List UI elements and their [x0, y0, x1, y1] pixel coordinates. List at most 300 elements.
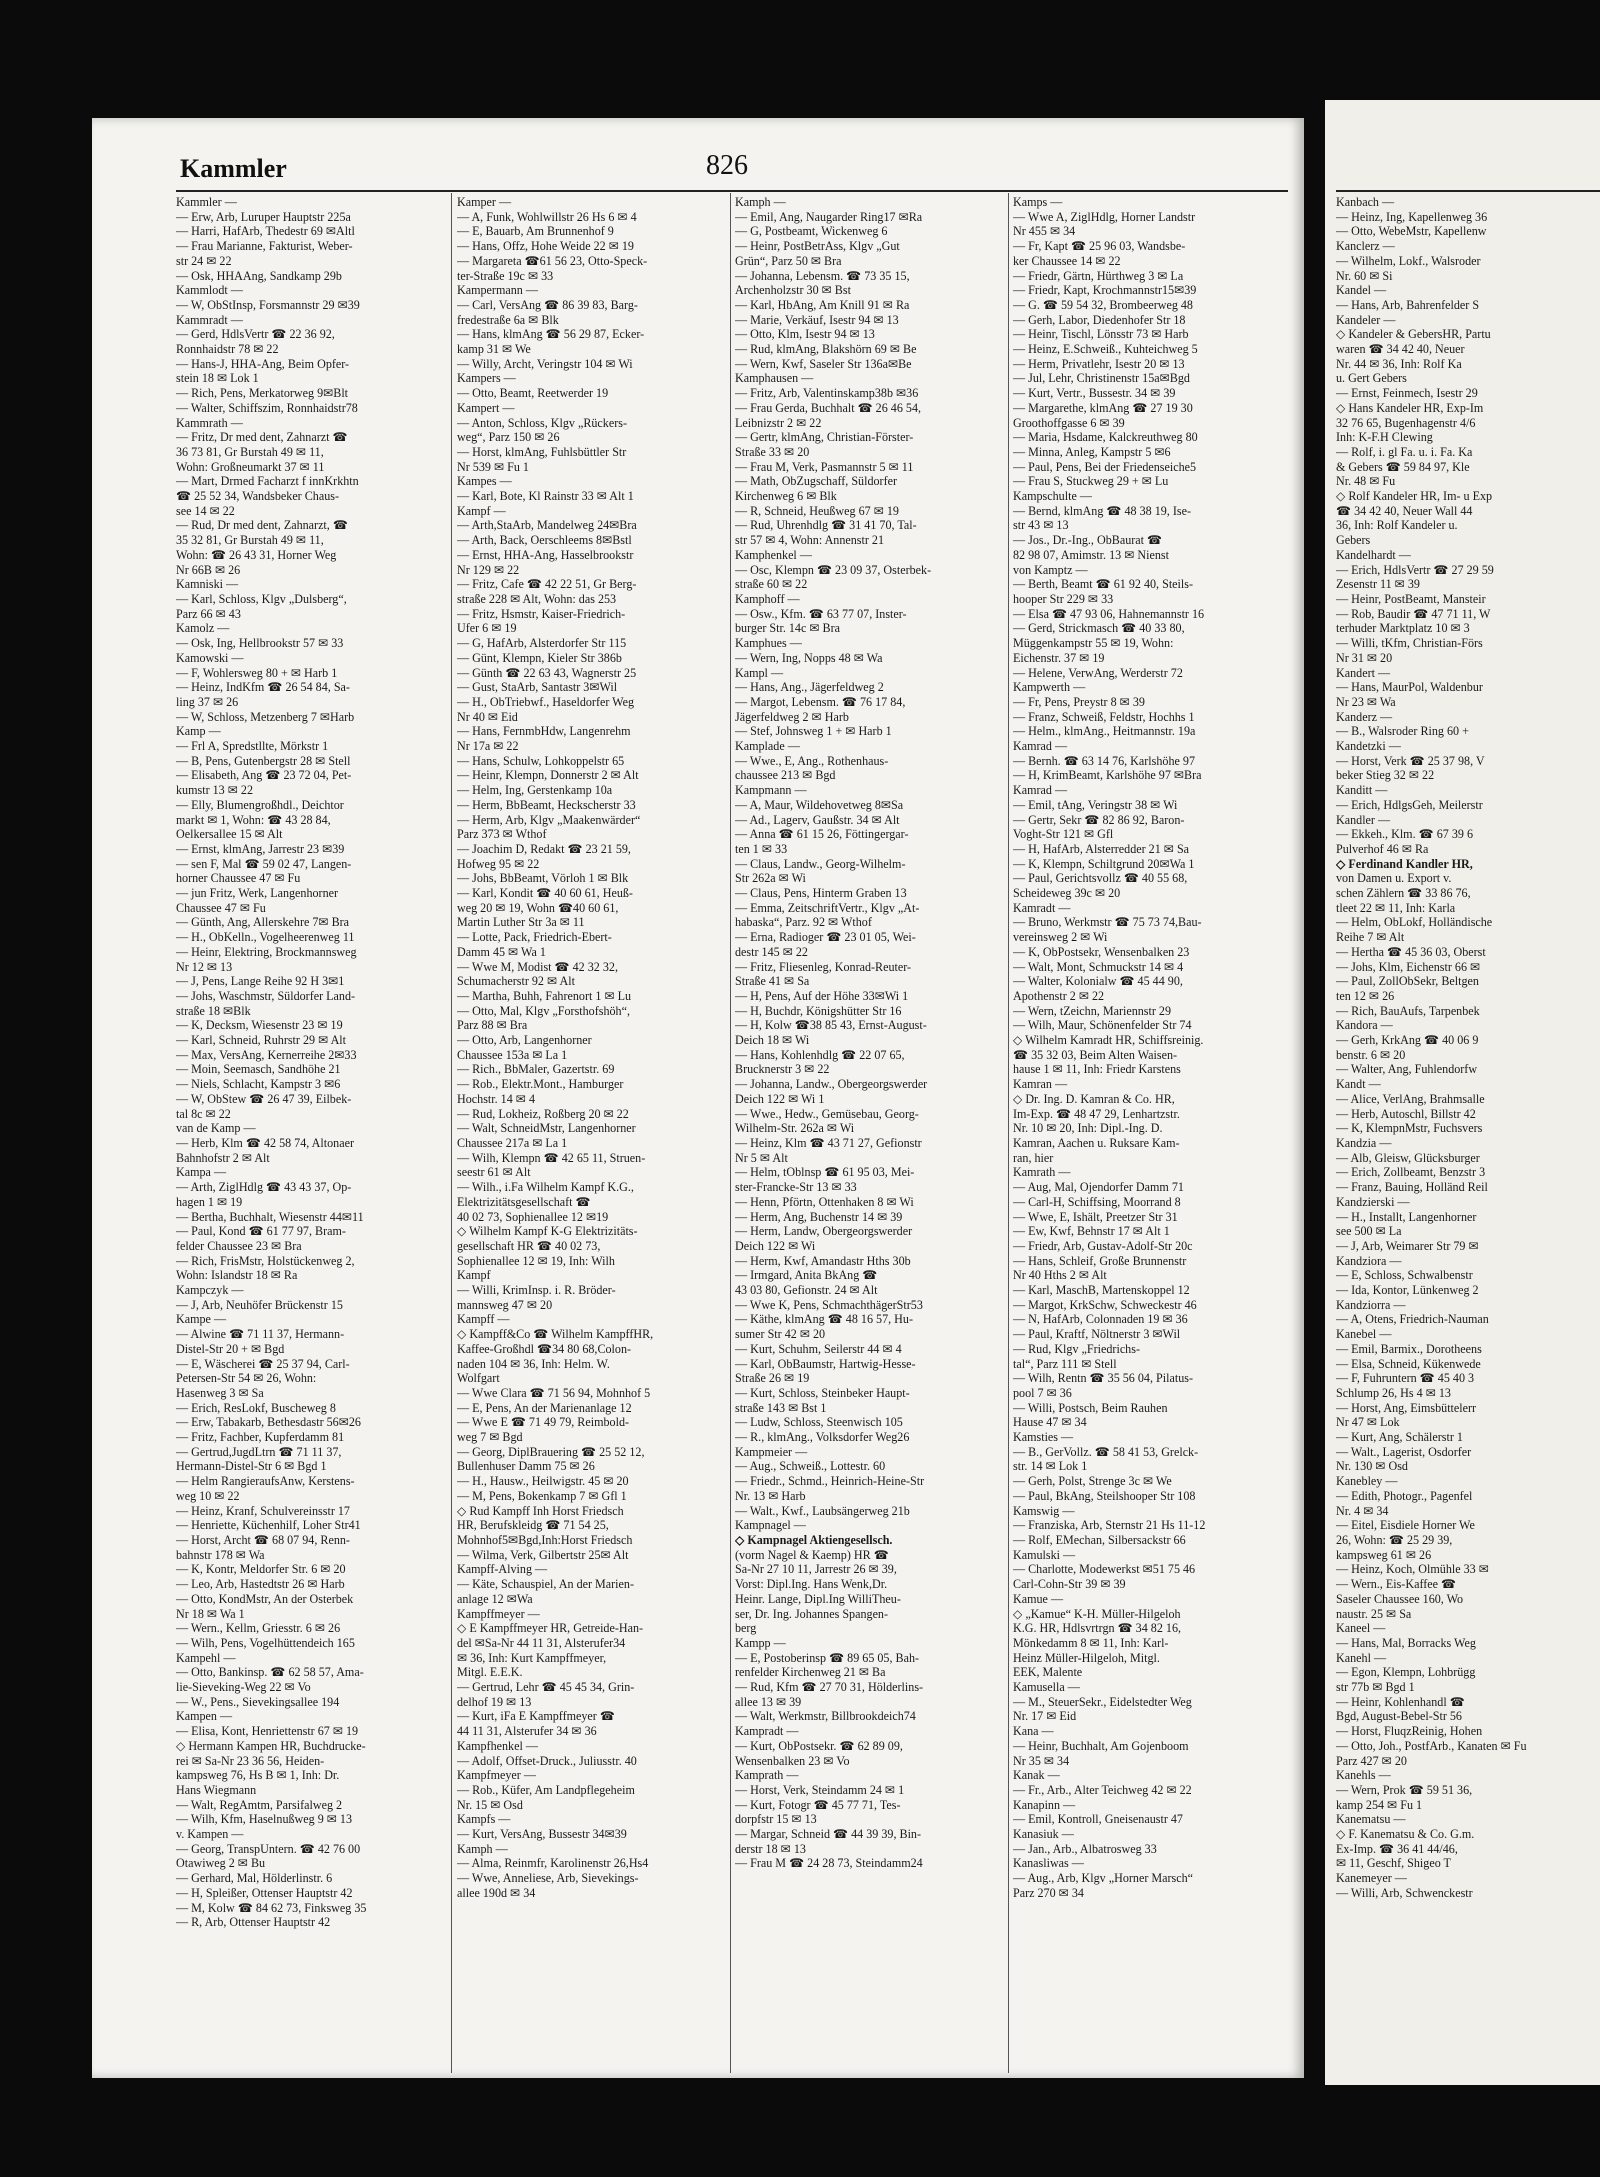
- directory-entry-line: — Willi, Arb, Schwenckestr: [1336, 1885, 1473, 1900]
- directory-entry-line: u. Gert Gebers: [1336, 371, 1407, 386]
- surname-heading: Kandelhardt —: [1336, 547, 1411, 562]
- surname-heading: Kampfs —: [457, 1812, 511, 1827]
- directory-entry-line: tleet 22 ✉ 11, Inh: Karla: [1336, 900, 1456, 915]
- directory-entry-line: Straße 26 ✉ 19: [735, 1371, 810, 1386]
- directory-entry-line: — Carl, VersAng ☎ 86 39 83, Barg-: [457, 297, 638, 312]
- directory-entry-line: — Erich, HdlsVertr ☎ 27 29 59: [1336, 562, 1494, 577]
- directory-entry-line: — Gertr, Sekr ☎ 82 86 92, Baron-: [1013, 812, 1185, 827]
- directory-column-4: [1013, 195, 1285, 2085]
- directory-entry-line: — Erich, ResLokf, Buscheweg 8: [176, 1400, 336, 1415]
- directory-entry-line: — Alb, Gleisw, Glücksburger: [1336, 1150, 1480, 1165]
- directory-entry-line: Ufer 6 ✉ 19: [457, 621, 517, 636]
- directory-entry-line: — Hans, klmAng ☎ 56 29 87, Ecker-: [457, 327, 645, 342]
- surname-heading: Kampers —: [457, 371, 516, 386]
- surname-heading: Kamplade —: [735, 739, 800, 754]
- surname-heading: Kandzia —: [1336, 1136, 1392, 1150]
- directory-entry-line: — Ad., Lagerv, Gaußstr. 34 ✉ Alt: [735, 812, 900, 827]
- directory-entry-line: Martin Luther Str 3a ✉ 11: [457, 915, 585, 930]
- directory-entry-line: Voght-Str 121 ✉ Gfl: [1013, 827, 1114, 842]
- directory-entry-line: — Horst, FluqzReinig, Hohen: [1336, 1724, 1483, 1739]
- surname-heading: Kamran —: [1013, 1077, 1068, 1092]
- directory-entry-line: — J, Arb, Weimarer Str 79 ✉: [1336, 1238, 1479, 1253]
- directory-entry-line: — Erw, Arb, Luruper Hauptstr 225a: [176, 209, 351, 224]
- directory-entry-line: — Wilh., i.Fa Wilhelm Kampf K.G.,: [457, 1180, 634, 1195]
- directory-entry-line: — Helm, ObLokf, Holländische: [1336, 915, 1493, 930]
- directory-entry-line: — Frl A, Spredstllte, Mörkstr 1: [176, 739, 329, 754]
- directory-entry-line: Bahnhofstr 2 ✉ Alt: [176, 1150, 270, 1165]
- directory-entry-line: — Math, ObZugschaff, Süldorfer: [735, 474, 898, 489]
- surname-heading: Kamrath —: [1013, 1165, 1071, 1180]
- directory-entry-line: — Wilma, Verk, Gilbertstr 25✉ Alt: [457, 1547, 629, 1562]
- directory-entry-line: Vorst: Dipl.Ing. Hans Wenk,Dr.: [735, 1577, 888, 1592]
- directory-entry-line: Nr 539 ✉ Fu 1: [457, 459, 529, 474]
- directory-entry-line: ☎ 25 52 34, Wandsbeker Chaus-: [176, 489, 339, 504]
- directory-entry-line: — E, Pens, An der Marienanlage 12: [457, 1400, 632, 1415]
- directory-entry-line: — Wern., Eis-Kaffee ☎: [1336, 1577, 1457, 1592]
- directory-entry-line: — Jos., Dr.-Ing., ObBaurat ☎: [1013, 533, 1163, 548]
- directory-entry-line: Nr 129 ✉ 22: [457, 562, 520, 577]
- surname-heading: Kamps —: [1013, 195, 1063, 209]
- directory-entry-line: Nr. 44 ✉ 36, Inh: Rolf Ka: [1336, 356, 1462, 371]
- directory-entry-line: — Berth, Beamt ☎ 61 92 40, Steils-: [1013, 577, 1193, 592]
- directory-entry-line: Nr 40 ✉ Eid: [457, 709, 518, 724]
- directory-entry-line: — Heinr, PostBetrAss, Klgv „Gut: [735, 239, 900, 254]
- directory-entry-line: Parz 66 ✉ 43: [176, 606, 241, 621]
- directory-entry-line: — Fritz, Hsmstr, Kaiser-Friedrich-: [457, 606, 626, 621]
- directory-entry-line: felder Chaussee 23 ✉ Bra: [176, 1238, 302, 1253]
- surname-heading: Kampp —: [735, 1635, 786, 1650]
- directory-entry-line: — H, Pens, Auf der Höhe 33✉Wi 1: [735, 988, 909, 1003]
- directory-entry-line: Nr. 17 ✉ Eid: [1013, 1709, 1077, 1724]
- directory-entry-line: — Gertr, klmAng, Christian-Förster-: [735, 430, 914, 445]
- directory-entry-line: — Herm, Ang, Buchenstr 14 ✉ 39: [735, 1209, 903, 1224]
- surname-heading: Kamradt —: [1013, 900, 1071, 915]
- directory-entry-line: str 24 ✉ 22: [176, 253, 232, 268]
- directory-entry-line: — Frau M ☎ 24 28 73, Steindamm24: [735, 1856, 923, 1871]
- directory-entry-line: — Wern., Kellm, Griesstr. 6 ✉ 26: [176, 1621, 341, 1636]
- surname-heading: Kampczyk —: [176, 1283, 244, 1298]
- directory-entry-line: ◇ Wilhelm Kampf K-G Elektrizitäts-: [457, 1224, 638, 1239]
- directory-entry-line: — K, ObPostsekr, Wensenbalken 23: [1013, 944, 1190, 959]
- directory-entry-line: ✉ 36, Inh: Kurt Kampffmeyer,: [457, 1650, 607, 1665]
- directory-entry-line: — Charlotte, Modewerkst ✉51 75 46: [1013, 1562, 1196, 1577]
- directory-entry-line: Kaffee-Großhdl ☎34 80 68,Colon-: [457, 1341, 632, 1356]
- directory-entry-line: straße 143 ✉ Bst 1: [735, 1400, 827, 1415]
- directory-entry-line: — Paul, Gerichtsvollz ☎ 40 55 68,: [1013, 871, 1188, 886]
- directory-entry-line: — Osk, Ing, Hellbrookstr 57 ✉ 33: [176, 636, 344, 651]
- directory-entry-line: — Heinr, Tischl, Lönsstr 73 ✉ Harb: [1013, 327, 1189, 342]
- directory-entry-line: K.G. HR, Hdlsvrtrgn ☎ 34 82 16,: [1013, 1621, 1182, 1636]
- surname-heading: Kampert —: [457, 400, 515, 415]
- directory-entry-line: str. 14 ✉ Lok 1: [1013, 1459, 1088, 1474]
- directory-entry-line: kampsweg 61 ✉ 26: [1336, 1547, 1432, 1562]
- directory-entry-line: — W, ObStInsp, Forsmannstr 29 ✉39: [176, 297, 360, 312]
- directory-entry-line: Apothenstr 2 ✉ 22: [1013, 988, 1105, 1003]
- directory-entry-line: — Helm, Ing, Gerstenkamp 10a: [457, 783, 613, 798]
- surname-heading: Kanderz —: [1336, 709, 1393, 724]
- directory-entry-line: — Otto, Beamt, Reetwerder 19: [457, 386, 609, 401]
- surname-heading: Kamphenkel —: [735, 547, 812, 562]
- directory-entry-line: — Wern, Kwf, Saseler Str 136a✉Be: [735, 356, 912, 371]
- directory-entry-line: — Fritz, Arb, Valentinskamp38b ✉36: [735, 386, 919, 401]
- directory-entry-line: Deich 122 ✉ Wi: [735, 1238, 816, 1253]
- column-divider: [451, 193, 452, 2073]
- directory-entry-line: — Heinz, Koch, Olmühle 33 ✉: [1336, 1562, 1489, 1577]
- directory-entry-line: — Herm, Privatlehr, Isestr 20 ✉ 13: [1013, 356, 1185, 371]
- surname-heading: Kanclerz —: [1336, 239, 1395, 254]
- directory-entry-line: horner Chaussee 47 ✉ Fu: [176, 871, 301, 886]
- directory-entry-line: — Horst, Verk ☎ 25 37 98, V: [1336, 753, 1485, 768]
- surname-heading: Kandziora —: [1336, 1253, 1402, 1268]
- surname-heading: Kanasliwas —: [1013, 1856, 1084, 1871]
- directory-entry-line: — Wilh, Kfm, Haselnußweg 9 ✉ 13: [176, 1812, 353, 1827]
- directory-entry-line: — Adolf, Offset-Druck., Juliusstr. 40: [457, 1753, 637, 1768]
- surname-heading: Kampmann —: [735, 783, 807, 798]
- directory-entry-line: — Frau Marianne, Fakturist, Weber-: [176, 239, 353, 254]
- surname-heading: Kanditt —: [1336, 783, 1388, 798]
- directory-entry-line: — Rich, FrisMstr, Holstückenweg 2,: [176, 1253, 355, 1268]
- directory-entry-line: — Hans, Mal, Borracks Weg: [1336, 1635, 1476, 1650]
- directory-entry-line: — Käthe, klmAng ☎ 48 16 57, Hu-: [735, 1312, 913, 1327]
- directory-entry-line: — E, Postoberinsp ☎ 89 65 05, Bah-: [735, 1650, 920, 1665]
- directory-entry-line: Carl-Cohn-Str 39 ✉ 39: [1013, 1577, 1126, 1592]
- directory-entry-line: — Helene, VerwAng, Werderstr 72: [1013, 665, 1183, 680]
- directory-entry-line: burger Str. 14c ✉ Bra: [735, 621, 840, 636]
- directory-entry-line: Pulverhof 46 ✉ Ra: [1336, 841, 1429, 856]
- directory-entry-line: — Walter, Ang, Fuhlendorfw: [1336, 1062, 1478, 1077]
- directory-entry-line: — Gerh, Polst, Strenge 3c ✉ We: [1013, 1474, 1172, 1489]
- directory-entry-line: Mohnhof5✉Bgd,Inh:Horst Friedsch: [457, 1532, 633, 1547]
- directory-entry-line: — Heinr, Buchhalt, Am Gojenboom: [1013, 1738, 1189, 1753]
- directory-entry-line: waren ☎ 34 42 40, Neuer: [1336, 342, 1465, 357]
- directory-entry-line: destr 145 ✉ 22: [735, 944, 808, 959]
- column-divider: [730, 193, 731, 2073]
- directory-entry-line: — Kurt, Schloss, Steinbeker Haupt-: [735, 1385, 910, 1400]
- directory-entry-line: Schlump 26, Hs 4 ✉ 13: [1336, 1385, 1451, 1400]
- directory-entry-line: weg 10 ✉ 22: [176, 1488, 240, 1503]
- directory-entry-line: Nr 18 ✉ Wa 1: [176, 1606, 245, 1621]
- directory-entry-line: — Margot, Lebensm. ☎ 76 17 84,: [735, 694, 906, 709]
- directory-entry-line: Nr 35 ✉ 34: [1013, 1753, 1070, 1768]
- directory-entry-line: — K, Klempn, Schiltgrund 20✉Wa 1: [1013, 856, 1195, 871]
- directory-entry-line: — Heinz, Ing, Kapellenweg 36: [1336, 209, 1488, 224]
- directory-entry-line: Ex-Imp. ☎ 36 41 44/46,: [1336, 1841, 1458, 1856]
- surname-heading: Kamph —: [457, 1841, 508, 1856]
- directory-entry-line: — Horst, Archt ☎ 68 07 94, Renn-: [176, 1532, 350, 1547]
- surname-heading: Kampff —: [457, 1312, 510, 1327]
- directory-entry-line: — Osc, Klempn ☎ 23 09 37, Osterbek-: [735, 562, 932, 577]
- directory-entry-line: Zesenstr 11 ✉ 39: [1336, 577, 1420, 592]
- directory-entry-line: — Osw., Kfm. ☎ 63 77 07, Inster-: [735, 606, 907, 621]
- surname-heading: Kanak —: [1013, 1768, 1060, 1783]
- directory-entry-line: ter-Straße 19c ✉ 33: [457, 268, 554, 283]
- directory-entry-line: — G, HafArb, Alsterdorfer Str 115: [457, 636, 627, 651]
- directory-entry-line: Parz 373 ✉ Wthof: [457, 827, 547, 842]
- directory-entry-line: — Wilhelm, Lokf., Walsroder: [1336, 253, 1481, 268]
- directory-entry-line: — Elsa, Schneid, Kükenwede: [1336, 1356, 1481, 1371]
- directory-entry-line: — Arth, ZiglHdlg ☎ 43 43 37, Op-: [176, 1180, 352, 1195]
- directory-entry-line: fredestraße 6a ✉ Blk: [457, 312, 559, 327]
- directory-entry-line: — Walt, RegAmtm, Parsifalweg 2: [176, 1797, 343, 1812]
- directory-entry-line: — Otto, KondMstr, An der Osterbek: [176, 1591, 354, 1606]
- directory-entry-line: — Otto, Joh., PostfArb., Kanaten ✉ Fu: [1336, 1738, 1527, 1753]
- directory-entry-line: — Karl, Kondit ☎ 40 60 61, Heuß-: [457, 886, 633, 901]
- directory-entry-line: — M., SteuerSekr., Eidelstedter Weg: [1013, 1694, 1192, 1709]
- directory-entry-line: str 57 ✉ 4, Wohn: Annenstr 21: [735, 533, 885, 548]
- directory-entry-line: Nr. 13 ✉ Harb: [735, 1488, 806, 1503]
- directory-entry-line: — Irmgard, Anita BkAng ☎: [735, 1268, 878, 1283]
- directory-entry-line: Heinr. Lange, Dipl.Ing WilliTheu-: [735, 1591, 901, 1606]
- directory-entry-line: — Erich, HdlgsGeh, Meilerstr: [1336, 797, 1483, 812]
- directory-entry-line: Groothoffgasse 6 ✉ 39: [1013, 415, 1125, 430]
- directory-entry-line: Chaussee 153a ✉ La 1: [457, 1047, 568, 1062]
- directory-entry-line: Grün“, Parz 50 ✉ Bra: [735, 253, 842, 268]
- directory-entry-line: straße 228 ✉ Alt, Wohn: das 253: [457, 591, 617, 606]
- directory-entry-line: Nr. 15 ✉ Osd: [457, 1797, 523, 1812]
- directory-entry-line: — Wilh, Maur, Schönenfelder Str 74: [1013, 1018, 1192, 1033]
- surname-heading: Kandel —: [1336, 283, 1387, 298]
- directory-entry-line: — Margareta ☎61 56 23, Otto-Speck-: [457, 253, 648, 268]
- directory-entry-line: Nr 47 ✉ Lok: [1336, 1415, 1400, 1430]
- directory-entry-line: — Günth ☎ 22 63 43, Wagnerstr 25: [457, 665, 637, 680]
- surname-heading: Kamp —: [176, 724, 221, 739]
- directory-entry-line: — Friedr., Schmd., Heinrich-Heine-Str: [735, 1474, 925, 1489]
- directory-entry-line: — H., Hausw., Heilwigstr. 45 ✉ 20: [457, 1474, 629, 1489]
- directory-entry-line: — Paul, BkAng, Steilshooper Str 108: [1013, 1488, 1196, 1503]
- directory-entry-line: 82 98 07, Amimstr. 13 ✉ Nienst: [1013, 547, 1169, 562]
- directory-entry-line: ◇ Rolf Kandeler HR, Im- u Exp: [1336, 489, 1493, 504]
- directory-entry-line: — Wilh, Pens, Vogelhüttendeich 165: [176, 1635, 355, 1650]
- directory-entry-line: Bgd, August-Bebel-Str 56: [1336, 1709, 1462, 1724]
- directory-entry-line: — Otto, Bankinsp. ☎ 62 58 57, Ama-: [176, 1665, 364, 1680]
- directory-entry-line: — Otto, Arb, Langenhorner: [457, 1033, 592, 1048]
- directory-entry-line: anlage 12 ✉Wa: [457, 1591, 533, 1606]
- directory-entry-line: ◇ Rud Kampff Inh Horst Friedsch: [457, 1503, 624, 1518]
- directory-entry-line: seestr 61 ✉ Alt: [457, 1165, 531, 1180]
- directory-entry-line: — Hans, Arb, Bahrenfelder S: [1336, 297, 1480, 312]
- directory-entry-line: — Elly, Blumengroßhdl., Deichtor: [176, 797, 344, 812]
- directory-entry-line: — A, Otens, Friedrich-Nauman: [1336, 1312, 1489, 1327]
- directory-entry-line: str 77b ✉ Bgd 1: [1336, 1680, 1415, 1695]
- directory-entry-line: Wensenbalken 23 ✉ Vo: [735, 1753, 850, 1768]
- directory-entry-line: HR, Berufskleidg ☎ 71 54 25,: [457, 1518, 609, 1533]
- directory-entry-line: — W., Pens., Sievekingsallee 194: [176, 1694, 340, 1709]
- directory-entry-line: Bullenhuser Damm 75 ✉ 26: [457, 1459, 595, 1474]
- directory-entry-line: — Walter, Schiffszim, Ronnhaidstr78: [176, 400, 358, 415]
- directory-entry-line: — Moin, Seemasch, Sandhöhe 21: [176, 1062, 341, 1077]
- directory-entry-line: Straße 33 ✉ 20: [735, 444, 810, 459]
- directory-entry-line: — Paul, Kond ☎ 61 77 97, Bram-: [176, 1224, 346, 1239]
- directory-entry-line: benstr. 6 ✉ 20: [1336, 1047, 1406, 1062]
- directory-entry-line: Hans Wiegmann: [176, 1782, 257, 1797]
- directory-entry-line: — Friedr, Kapt, Krochmannstr15✉39: [1013, 283, 1197, 298]
- directory-entry-line: — E, Bauarb, Am Brunnenhof 9: [457, 224, 614, 239]
- directory-entry-line: — F, Fuhruntern ☎ 45 40 3: [1336, 1371, 1475, 1386]
- directory-entry-line: Nr. 4 ✉ 34: [1336, 1503, 1389, 1518]
- directory-entry-line: — Lotte, Pack, Friedrich-Ebert-: [457, 930, 612, 945]
- directory-entry-line: dorpfstr 15 ✉ 13: [735, 1812, 817, 1827]
- directory-entry-line: — Hans, FernmbHdw, Langenrehm: [457, 724, 631, 739]
- directory-entry-line: — Kurt, Schuhm, Seilerstr 44 ✉ 4: [735, 1341, 902, 1356]
- directory-entry-line: — Mart, Drmed Facharzt f innKrkhtn: [176, 474, 359, 489]
- directory-entry-line: — K, Decksm, Wiesenstr 23 ✉ 19: [176, 1018, 343, 1033]
- directory-entry-line: Elektrizitätsgesellschaft ☎: [457, 1194, 591, 1209]
- directory-entry-line: kumstr 13 ✉ 22: [176, 783, 253, 798]
- directory-entry-line: berg: [735, 1621, 757, 1636]
- directory-entry-line: — Heinz, Kranf, Schulvereinsstr 17: [176, 1503, 350, 1518]
- directory-entry-line: — Johanna, Lebensm. ☎ 73 35 15,: [735, 268, 910, 283]
- directory-entry-line: Eichenstr. 37 ✉ 19: [1013, 650, 1105, 665]
- directory-entry-line: renfelder Kirchenweg 21 ✉ Ba: [735, 1665, 886, 1680]
- directory-entry-line: ran, hier: [1013, 1150, 1054, 1165]
- directory-entry-line: Mitgl. E.E.K.: [457, 1665, 523, 1680]
- directory-entry-line: — Elisabeth, Ang ☎ 23 72 04, Pet-: [176, 768, 352, 783]
- directory-entry-line: hooper Str 229 ✉ 33: [1013, 591, 1114, 606]
- surname-heading: Kanbach —: [1336, 195, 1395, 209]
- directory-entry-line: — Egon, Klempn, Lohbrügg: [1336, 1665, 1476, 1680]
- directory-entry-line: allee 13 ✉ 39: [735, 1694, 802, 1709]
- directory-entry-line: — Niels, Schlacht, Kampstr 3 ✉6: [176, 1077, 341, 1092]
- surname-heading: Kanematsu —: [1336, 1812, 1406, 1827]
- directory-entry-line: — Ida, Kontor, Lünkenweg 2: [1336, 1283, 1479, 1298]
- directory-entry-line: ◇ Kandeler & GebersHR, Partu: [1336, 327, 1491, 342]
- directory-entry-line: — Willi, tKfm, Christian-Förs: [1336, 636, 1483, 651]
- directory-entry-line: — Karl, Schneid, Ruhrstr 29 ✉ Alt: [176, 1033, 347, 1048]
- directory-entry-line: — Frau M, Verk, Pasmannstr 5 ✉ 11: [735, 459, 914, 474]
- directory-entry-line: Kampf: [457, 1268, 491, 1283]
- directory-entry-line: — Herm, Kwf, Amandastr Hths 30b: [735, 1253, 911, 1268]
- surname-heading: Kammradt —: [176, 312, 243, 327]
- directory-entry-line: — Günth, Ang, Allerskehre 7✉ Bra: [176, 915, 350, 930]
- directory-entry-line: — K, KlempnMstr, Fuchsvers: [1336, 1121, 1483, 1136]
- directory-entry-line: ◇ Kampnagel Aktiengesellsch.: [735, 1532, 893, 1547]
- directory-entry-line: naden 104 ✉ 36, Inh: Helm. W.: [457, 1356, 610, 1371]
- header-rule: [176, 190, 1288, 192]
- surname-heading: Kandt —: [1336, 1077, 1381, 1092]
- directory-entry-line: — Paul, Pens, Bei der Friedenseiche5: [1013, 459, 1197, 474]
- directory-entry-line: — Gertrud,JugdLtrn ☎ 71 11 37,: [176, 1444, 342, 1459]
- directory-entry-line: — Georg, TranspUntern. ☎ 42 76 00: [176, 1841, 361, 1856]
- directory-entry-line: — Rich., BbMaler, Gazertstr. 69: [457, 1062, 615, 1077]
- directory-entry-line: — Johs, BbBeamt, Vörloh 1 ✉ Blk: [457, 871, 629, 886]
- page-header: [180, 150, 1300, 190]
- directory-entry-line: — Kurt, VersAng, Bussestr 34✉39: [457, 1827, 627, 1842]
- directory-entry-line: ◇ „Kamue“ K-H. Müller-Hilgeloh: [1013, 1606, 1181, 1621]
- directory-entry-line: — J, Pens, Lange Reihe 92 H 3✉1: [176, 974, 345, 989]
- directory-entry-line: 44 11 31, Alsterufer 34 ✉ 36: [457, 1724, 597, 1739]
- surname-heading: Kanebel —: [1336, 1327, 1392, 1342]
- surname-heading: Kamrad —: [1013, 783, 1068, 798]
- directory-entry-line: — Fritz, Dr med dent, Zahnarzt ☎: [176, 430, 348, 445]
- directory-entry-line: weg 7 ✉ Bgd: [457, 1430, 523, 1445]
- directory-entry-line: — Johanna, Landw., Obergeorgswerder: [735, 1077, 928, 1092]
- directory-entry-line: (vorm Nagel & Kaemp) HR ☎: [735, 1547, 889, 1562]
- directory-entry-line: — N, HafArb, Colonnaden 19 ✉ 36: [1013, 1312, 1188, 1327]
- directory-entry-line: — Walt., Lagerist, Osdorfer: [1336, 1444, 1472, 1459]
- directory-entry-line: — Otto, WebeMstr, Kapellenw: [1336, 224, 1487, 239]
- header-rule-right-page: [1336, 190, 1600, 192]
- directory-entry-line: — Wern, Ing, Nopps 48 ✉ Wa: [735, 650, 883, 665]
- directory-entry-line: — Kurt, iFa E Kampffmeyer ☎: [457, 1709, 615, 1724]
- directory-entry-line: see 14 ✉ 22: [176, 503, 235, 518]
- directory-entry-line: Archenholzstr 30 ✉ Bst: [735, 283, 851, 298]
- directory-entry-line: — R, Schneid, Heußweg 67 ✉ 19: [735, 503, 899, 518]
- directory-entry-line: — Hans, Schulw, Lohkoppelstr 65: [457, 753, 625, 768]
- directory-entry-line: — Bernh. ☎ 63 14 76, Karlshöhe 97: [1013, 753, 1196, 768]
- directory-entry-line: — Margar, Schneid ☎ 44 39 39, Bin-: [735, 1827, 922, 1842]
- directory-entry-line: — Wern, tZeichn, Mariennstr 29: [1013, 1003, 1171, 1018]
- directory-entry-line: — Wwe E ☎ 71 49 79, Reimbold-: [457, 1415, 630, 1430]
- directory-entry-line: chaussee 213 ✉ Bgd: [735, 768, 836, 783]
- directory-entry-line: — Bruno, Werkmstr ☎ 75 73 74,Bau-: [1013, 915, 1202, 930]
- directory-entry-line: ☎ 34 42 40, Neuer Wall 44: [1336, 503, 1473, 518]
- directory-entry-line: — Emil, tAng, Veringstr 38 ✉ Wi: [1013, 797, 1178, 812]
- surname-heading: Kamulski —: [1013, 1547, 1076, 1562]
- directory-entry-line: von Damen u. Export v.: [1336, 871, 1452, 886]
- directory-entry-line: stein 18 ✉ Lok 1: [176, 371, 259, 386]
- directory-entry-line: Damm 45 ✉ Wa 1: [457, 944, 546, 959]
- surname-heading: von Kamptz —: [1013, 562, 1088, 577]
- directory-entry-line: — Emma, ZeitschriftVertr., Klgv „At-: [735, 900, 920, 915]
- directory-entry-line: — Gerh, Labor, Diedenhofer Str 18: [1013, 312, 1186, 327]
- directory-entry-line: Scheideweg 39c ✉ 20: [1013, 886, 1121, 901]
- surname-heading: Kamphoff —: [735, 591, 800, 606]
- surname-heading: Kampes —: [457, 474, 512, 489]
- directory-entry-line: — Willi, Postsch, Beim Rauhen: [1013, 1400, 1168, 1415]
- surname-heading: Kampfhenkel —: [457, 1738, 538, 1753]
- directory-entry-line: — G, Postbeamt, Wickenweg 6: [735, 224, 888, 239]
- directory-entry-line: — K, Kontr, Meldorfer Str. 6 ✉ 20: [176, 1562, 346, 1577]
- surname-heading: Kampff-Alving —: [457, 1562, 548, 1577]
- surname-heading: Kana —: [1013, 1724, 1054, 1739]
- directory-entry-line: ◇ Wilhelm Kamradt HR, Schiffsreinig.: [1013, 1033, 1204, 1048]
- directory-entry-line: — Fr., Arb., Alter Teichweg 42 ✉ 22: [1013, 1782, 1192, 1797]
- directory-entry-line: Ronnhaidstr 78 ✉ 22: [176, 342, 279, 357]
- directory-entry-line: — Rich, Pens, Merkatorweg 9✉Blt: [176, 386, 349, 401]
- surname-heading: Kammrath —: [176, 415, 243, 430]
- directory-entry-line: hagen 1 ✉ 19: [176, 1194, 243, 1209]
- surname-heading: Kampwerth —: [1013, 680, 1086, 695]
- directory-entry-line: — W, ObStew ☎ 26 47 39, Eilbek-: [176, 1091, 352, 1106]
- directory-entry-line: Chaussee 217a ✉ La 1: [457, 1136, 568, 1150]
- directory-entry-line: — Ew, Kwf, Behnstr 17 ✉ Alt 1: [1013, 1224, 1170, 1239]
- directory-entry-line: derstr 18 ✉ 13: [735, 1841, 806, 1856]
- directory-entry-line: — jun Fritz, Werk, Langenhorner: [176, 886, 339, 901]
- surname-heading: v. Kampen —: [176, 1827, 244, 1842]
- surname-heading: Kamphausen —: [735, 371, 814, 386]
- directory-entry-line: — Gust, StaArb, Santastr 3✉Wil: [457, 680, 618, 695]
- directory-entry-line: — Horst, klmAng, Fuhlsbüttler Str: [457, 444, 627, 459]
- directory-entry-line: — Wwe, E, Ishält, Preetzer Str 31: [1013, 1209, 1178, 1224]
- directory-entry-line: Distel-Str 20 + ✉ Bgd: [176, 1341, 285, 1356]
- directory-entry-line: — Hans, Ang., Jägerfeldweg 2: [735, 680, 884, 695]
- directory-entry-line: naustr. 25 ✉ Sa: [1336, 1606, 1412, 1621]
- directory-entry-line: — Gerd, HdlsVertr ☎ 22 36 92,: [176, 327, 335, 342]
- directory-entry-line: — Margot, KrkSchw, Schweckestr 46: [1013, 1297, 1197, 1312]
- directory-entry-line: Nr 40 Hths 2 ✉ Alt: [1013, 1268, 1107, 1283]
- directory-entry-line: — Horst, Ang, Eimsbüttelerr: [1336, 1400, 1477, 1415]
- directory-entry-line: Kamran, Aachen u. Ruksare Kam-: [1013, 1136, 1180, 1150]
- directory-entry-line: — Wwe Clara ☎ 71 56 94, Mohnhof 5: [457, 1385, 651, 1400]
- directory-entry-line: straße 18 ✉Blk: [176, 1003, 251, 1018]
- directory-entry-line: — Aug., Arb, Klgv „Horner Marsch“: [1013, 1871, 1194, 1886]
- directory-entry-line: Deich 18 ✉ Wi: [735, 1033, 810, 1048]
- directory-entry-line: Nr. 10 ✉ 20, Inh: Dipl.-Ing. D.: [1013, 1121, 1163, 1136]
- directory-entry-line: — Wilh, Rentn ☎ 35 56 04, Pilatus-: [1013, 1371, 1193, 1386]
- directory-entry-line: — Heinz, Klm ☎ 43 71 27, Gefionstr: [735, 1136, 922, 1150]
- surname-heading: Kandert —: [1336, 665, 1391, 680]
- directory-entry-line: Hause 47 ✉ 34: [1013, 1415, 1087, 1430]
